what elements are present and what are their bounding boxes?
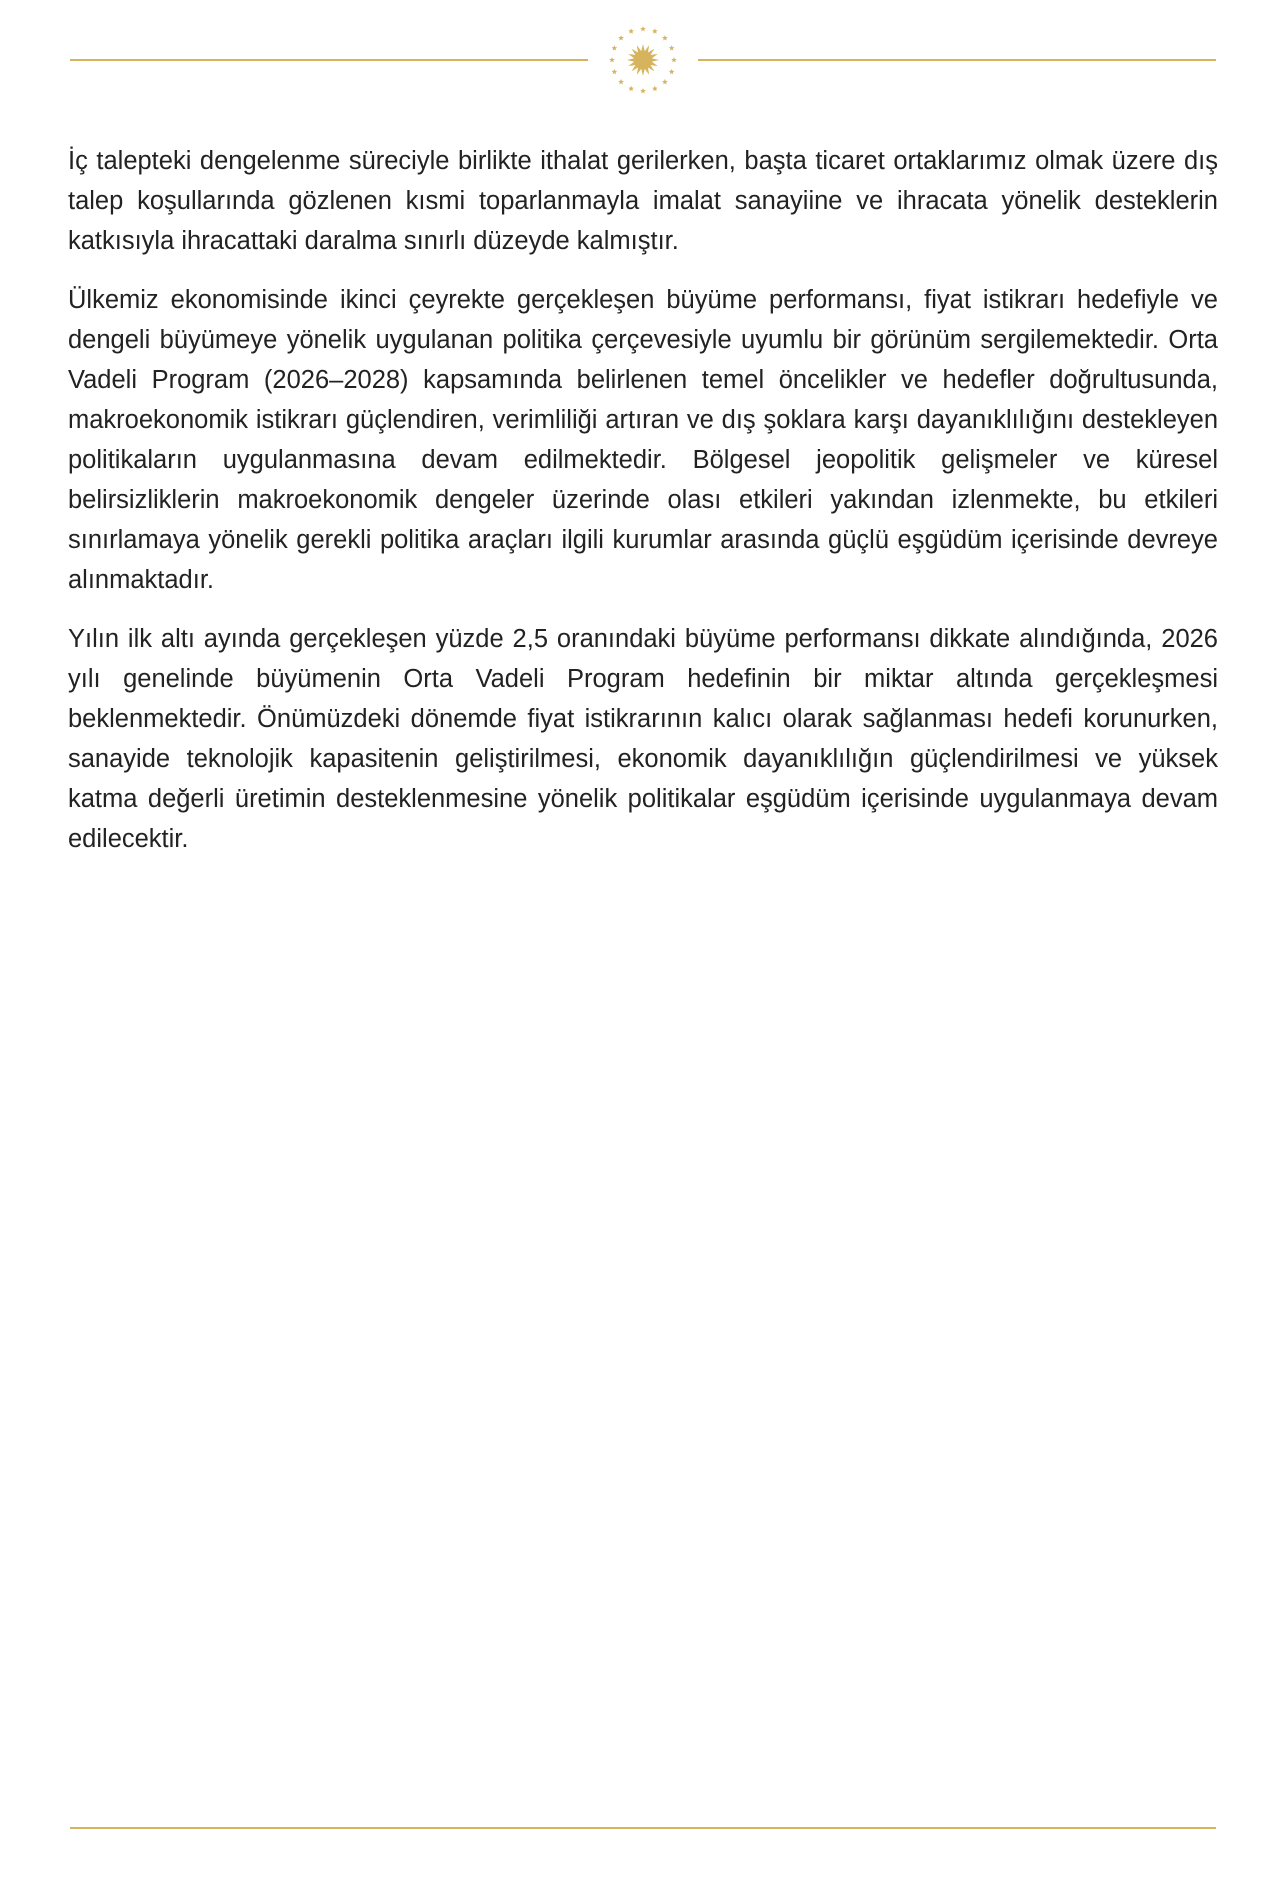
presidential-seal-icon (605, 22, 681, 98)
paragraph-3: Yılın ilk altı ayında gerçekleşen yüzde 2,5 oranındaki büyüme performansı dikkate alındığında, 2026 yılı genelinde büyümenin Orta Vadeli Program hedefinin bir miktar altında gerçekleşmesi beklenmektedir. Önümüzdeki dönemde fiyat istikrarının kalıcı olarak sağlanması hedefi korunurken, sanayide teknolojik kapasitenin geliştirilmesi, ekonomik dayanıklılığın güçlendirilmesi ve yüksek katma değerli üretimin desteklenmesine yönelik politikalar eşgüdüm içerisinde uygulanmaya devam edilecektir. (68, 625, 1218, 853)
header-rule-left (70, 59, 588, 61)
footer-rule (70, 1827, 1216, 1829)
header-rule-right (698, 59, 1216, 61)
paragraph-1: İç talepteki dengelenme süreciyle birlikte ithalat gerilerken, başta ticaret ortaklarımız olmak üzere dış talep koşullarında gözlenen kısmi toparlanmayla imalat sanayiine ve ihracata yönelik desteklerin katkısıyla ihracattaki daralma sınırlı düzeyde kalmıştır. (68, 147, 1218, 255)
document-body (68, 141, 1218, 878)
paragraph-2: Ülkemiz ekonomisinde ikinci çeyrekte gerçekleşen büyüme performansı, fiyat istikrarı hedefiyle ve dengeli büyümeye yönelik uygulanan politika çerçevesiyle uyumlu bir görünüm sergilemektedir. Orta Vadeli Program (2026–2028) kapsamında belirlenen temel öncelikler ve hedefler doğrultusunda, makroekonomik istikrarı güçlendiren, verimliliği artıran ve dış şoklara karşı dayanıklılığını destekleyen politikaların uygulanmasına devam edilmektedir. Bölgesel jeopolitik gelişmeler ve küresel belirsizliklerin makroekonomik dengeler üzerinde olası etkileri yakından izlenmekte, bu etkileri sınırlamaya yönelik gerekli politika araçları ilgili kurumlar arasında güçlü eşgüdüm içerisinde devreye alınmaktadır. (68, 286, 1218, 594)
page-header (70, 22, 1216, 98)
